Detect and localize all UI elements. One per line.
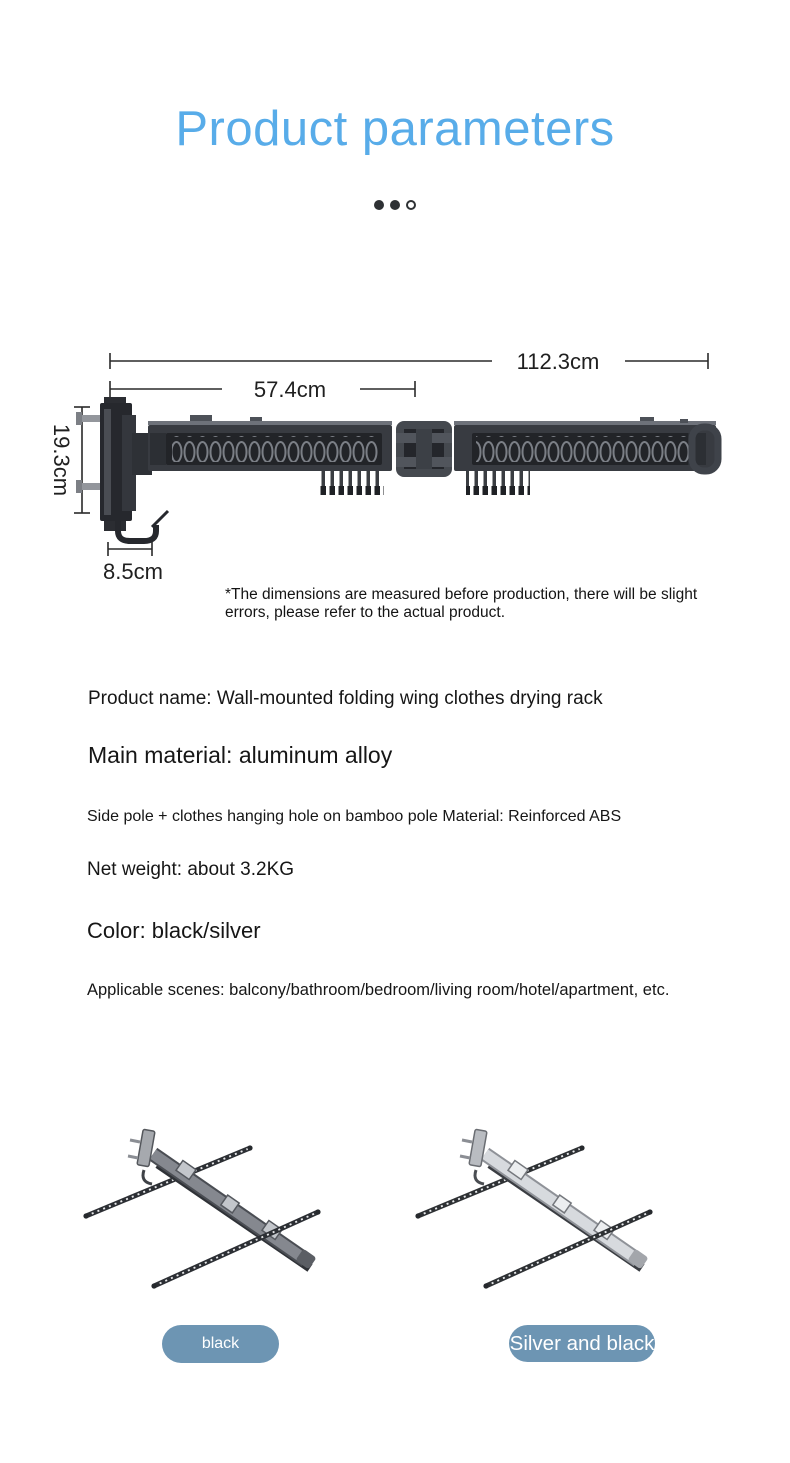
carousel-indicator — [0, 200, 790, 210]
spec-scenes: Applicable scenes: balcony/bathroom/bedroom/living room/hotel/apartment, etc. — [87, 981, 670, 999]
carousel-dot-outline-icon[interactable] — [406, 200, 416, 210]
spec-side-pole: Side pole + clothes hanging hole on bamboo pole Material: Reinforced ABS — [87, 808, 622, 825]
dimension-bracket-depth — [108, 542, 152, 556]
page-title: Product parameters — [175, 102, 615, 156]
variant-button-black[interactable]: black — [162, 1325, 279, 1363]
dimension-disclaimer — [225, 586, 765, 621]
dimension-label-height: 19.3cm — [49, 423, 74, 497]
variant-image-black — [58, 1118, 358, 1293]
spec-main-material: Main material: aluminum alloy — [88, 742, 393, 768]
variant-image-silver-black — [390, 1118, 690, 1293]
rack-isometric-black — [83, 1129, 320, 1288]
spec-net-weight: Net weight: about 3.2KG — [87, 859, 295, 880]
rack-isometric-silver-black — [415, 1129, 652, 1288]
rack-side-view-drawing — [76, 397, 718, 541]
dimension-label-total-width: 112.3cm — [516, 349, 600, 374]
variant-button-silver-black[interactable]: Silver and black — [509, 1325, 655, 1362]
carousel-dot-filled-icon[interactable] — [374, 200, 384, 210]
disclaimer-line-2: errors, please refer to the actual product. — [225, 603, 506, 621]
dimension-label-half-width: 57.4cm — [253, 377, 327, 402]
spec-color: Color: black/silver — [87, 918, 261, 943]
carousel-dot-filled-icon[interactable] — [390, 200, 400, 210]
disclaimer-line-1: *The dimensions are measured before production, there will be slight — [225, 586, 698, 603]
dimension-diagram — [40, 335, 740, 585]
dimension-total-width — [110, 353, 708, 369]
dimension-label-bracket-depth: 8.5cm — [103, 559, 163, 584]
spec-product-name: Product name: Wall-mounted folding wing clothes drying rack — [88, 688, 603, 709]
